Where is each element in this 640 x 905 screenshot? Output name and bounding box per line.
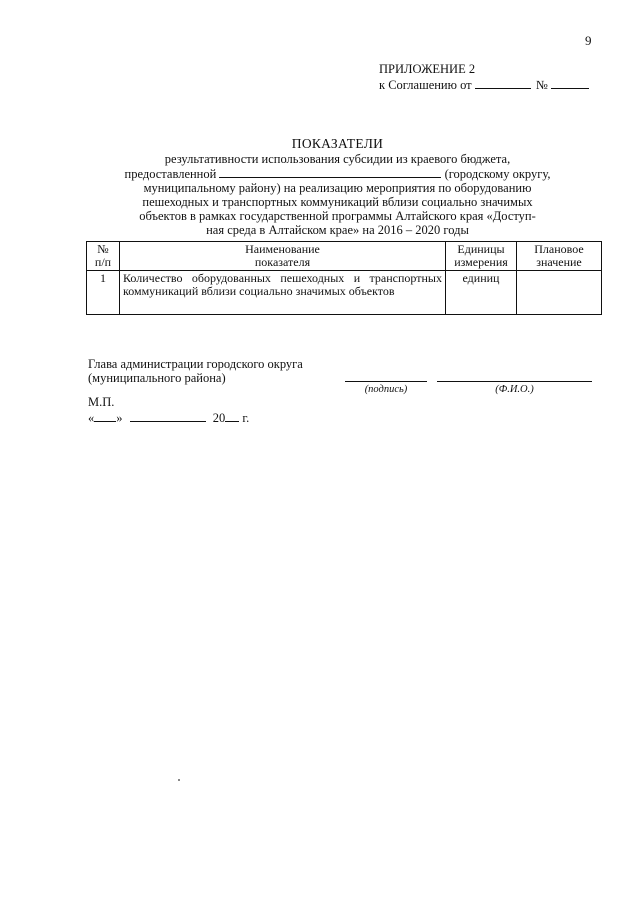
subtitle-line-6: ная среда в Алтайском крае» на 2016 – 2020 годы [206, 223, 469, 237]
signature-caption: (подпись) [364, 384, 408, 395]
agreement-prefix: к Соглашению от [379, 78, 472, 92]
number-sign: № [535, 78, 548, 92]
subtitle-line-1: результативности использования субсидии из краевого бюджета, [164, 152, 511, 166]
recipient-blank [219, 166, 441, 178]
subtitle-line-2-suffix: (городскому округу, [444, 167, 551, 181]
signature-line [345, 380, 427, 382]
header-number: № п/п [87, 242, 120, 271]
signature-title-line-1: Глава администрации городского округа [88, 357, 303, 371]
signature-block [88, 357, 303, 385]
stamp-block [88, 395, 249, 426]
name-line [437, 380, 592, 382]
agreement-date-blank [475, 77, 531, 89]
appendix-title: ПРИЛОЖЕНИЕ 2 [379, 62, 476, 76]
year-blank [225, 410, 239, 422]
document-title: ПОКАЗАТЕЛИ [291, 136, 384, 151]
table-row [87, 271, 602, 315]
day-blank [94, 410, 116, 422]
header-planned: Плановое значение [517, 242, 602, 271]
subtitle-line-4: пешеходных и транспортных коммуникаций вблизи социально значимых [142, 195, 533, 209]
document-subtitle [100, 152, 575, 237]
subtitle-line-2-prefix: предоставленной [124, 167, 217, 181]
name-caption: (Ф.И.О.) [495, 384, 534, 395]
subtitle-line-5: объектов в рамках государственной программы Алтайского края «Доступ- [139, 209, 536, 223]
appendix-agreement-line [379, 77, 589, 93]
indicators-table [86, 241, 602, 315]
subtitle-line-3: муниципальному району) на реализацию мероприятия по оборудованию [143, 181, 532, 195]
subtitle-line-2 [100, 166, 575, 181]
header-name: Наименование показателя [120, 242, 446, 271]
month-blank [130, 410, 206, 422]
scan-speck [178, 779, 180, 781]
row-planned [517, 271, 602, 315]
date-line: « » 20 г. [88, 411, 250, 425]
row-unit: единиц [446, 271, 517, 315]
signature-title-line-2: (муниципального района) [88, 371, 226, 385]
row-number: 1 [87, 271, 120, 315]
row-name: Количество оборудованных пешеходных и транспортных коммуникаций вблизи социально значимых объектов [120, 271, 446, 315]
appendix-header [379, 62, 589, 93]
table-header-row [87, 242, 602, 271]
header-unit: Единицы измерения [446, 242, 517, 271]
stamp-label: М.П. [88, 395, 115, 409]
agreement-number-blank [551, 77, 589, 89]
page-number: 9 [585, 33, 592, 48]
